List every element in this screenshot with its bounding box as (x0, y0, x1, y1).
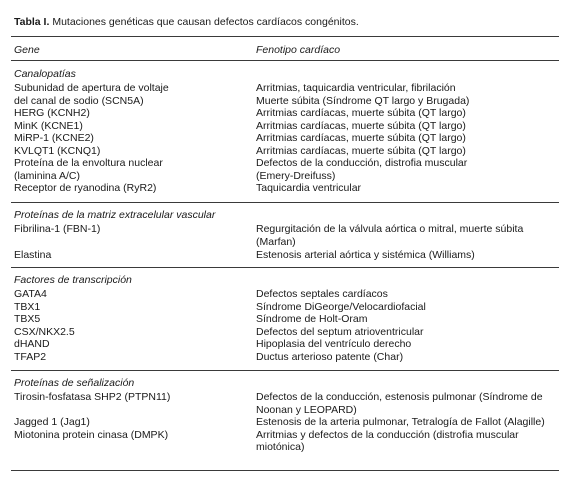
phenotype-cell (256, 351, 561, 364)
phenotype-line: Arritmias cardíacas, muerte súbita (QT largo) (256, 144, 466, 157)
gene-line: Subunidad de apertura de voltaje (14, 82, 169, 94)
phenotype-cell (256, 107, 561, 120)
phenotype-cell (256, 82, 561, 107)
gene-cell (14, 326, 252, 339)
gene-cell (14, 157, 252, 182)
phenotype-cell (256, 132, 561, 145)
phenotype-line: Taquicardia ventricular (256, 182, 362, 194)
phenotype-line: Arritmias, taquicardia ventricular, fibrilación (256, 82, 456, 94)
gene-line: (laminina A/C) (14, 169, 80, 182)
gene-cell (14, 182, 252, 195)
gene-line: Tirosin-fosfatasa SHP2 (PTPN11) (14, 391, 171, 403)
gene-cell (14, 338, 252, 351)
gene-cell (14, 313, 252, 326)
gene-line: MiRP-1 (KCNE2) (14, 132, 94, 144)
phenotype-line: Estenosis de la arteria pulmonar, Tetralogía de Fallot (Alagille) (256, 416, 545, 428)
gene-line: Fibrilina-1 (FBN-1) (14, 223, 101, 235)
phenotype-cell (256, 326, 561, 339)
header-rule (11, 60, 559, 61)
gene-cell (14, 301, 252, 314)
phenotype-line: Muerte súbita (Síndrome QT largo y Brugada) (256, 94, 470, 107)
phenotype-cell (256, 145, 561, 158)
phenotype-cell (256, 416, 561, 429)
gene-cell (14, 132, 252, 145)
phenotype-cell (256, 157, 561, 182)
phenotype-line: Arritmias cardíacas, muerte súbita (QT largo) (256, 132, 466, 144)
phenotype-line: (Marfan) (256, 235, 296, 248)
phenotype-line: Noonan y LEOPARD) (256, 403, 357, 416)
section-divider (11, 202, 559, 203)
phenotype-line: Ductus arterioso patente (Char) (256, 350, 404, 363)
gene-line: Jagged 1 (Jag1) (14, 416, 90, 428)
phenotype-line: Defectos de la conducción, distrofia muscular (256, 157, 468, 169)
phenotype-cell (256, 301, 561, 314)
phenotype-line: Arritmias cardíacas, muerte súbita (QT largo) (256, 119, 466, 132)
phenotype-cell (256, 288, 561, 301)
phenotype-cell (256, 182, 561, 195)
top-rule (11, 36, 559, 37)
gene-cell (14, 145, 252, 158)
phenotype-cell (256, 391, 561, 416)
phenotype-cell (256, 249, 561, 262)
gene-cell (14, 416, 252, 429)
gene-line: TBX5 (14, 313, 41, 325)
gene-line: Elastina (14, 249, 52, 261)
bottom-rule (11, 470, 559, 471)
gene-line: HERG (KCNH2) (14, 107, 90, 119)
gene-line: del canal de sodio (SCN5A) (14, 94, 144, 107)
phenotype-line: Defectos del septum atrioventricular (256, 325, 424, 338)
section-title: Factores de transcripción (14, 274, 132, 286)
gene-line: GATA4 (14, 288, 47, 300)
gene-cell (14, 82, 252, 107)
gene-line: Proteína de la envoltura nuclear (14, 157, 163, 169)
phenotype-line: Defectos septales cardíacos (256, 288, 388, 300)
phenotype-cell (256, 313, 561, 326)
phenotype-cell (256, 120, 561, 133)
section-title: Proteínas de señalización (14, 377, 135, 389)
phenotype-line: Arritmias cardíacas, muerte súbita (QT largo) (256, 107, 466, 119)
header-gene: Gene (14, 44, 40, 56)
gene-cell (14, 288, 252, 301)
gene-line: KVLQT1 (KCNQ1) (14, 144, 101, 157)
phenotype-line: Regurgitación de la válvula aórtica o mitral, muerte súbita (256, 223, 524, 235)
gene-line: TFAP2 (14, 350, 47, 363)
caption-label: Tabla I. (14, 16, 50, 28)
gene-line: Receptor de ryanodina (RyR2) (14, 182, 157, 194)
section-divider (11, 370, 559, 371)
gene-line: Miotonina protein cinasa (DMPK) (14, 428, 169, 441)
phenotype-cell (256, 223, 561, 248)
phenotype-line: Síndrome de Holt-Oram (256, 313, 368, 325)
phenotype-line: Defectos de la conducción, estenosis pulmonar (Síndrome de (256, 391, 543, 403)
phenotype-line: (Emery-Dreifuss) (256, 169, 336, 182)
gene-cell (14, 120, 252, 133)
caption-text: Mutaciones genéticas que causan defectos cardíacos congénitos. (49, 16, 359, 28)
phenotype-cell (256, 338, 561, 351)
phenotype-line: Estenosis arterial aórtica y sistémica (Williams) (256, 249, 475, 261)
gene-cell (14, 429, 252, 442)
table-caption (14, 16, 359, 28)
header-phenotype: Fenotipo cardíaco (256, 44, 341, 56)
gene-cell (14, 223, 252, 236)
phenotype-cell (256, 429, 561, 454)
phenotype-line: miotónica) (256, 441, 305, 453)
phenotype-line: Arritmias y defectos de la conducción (distrofia muscular (256, 428, 519, 441)
gene-cell (14, 391, 252, 404)
gene-line: MinK (KCNE1) (14, 119, 83, 132)
phenotype-line: Síndrome DiGeorge/Velocardiofacial (256, 300, 426, 313)
gene-line: dHAND (14, 338, 50, 350)
phenotype-line: Hipoplasia del ventrículo derecho (256, 338, 412, 350)
section-title: Canalopatías (14, 68, 76, 80)
section-title: Proteínas de la matriz extracelular vascular (14, 209, 216, 221)
gene-line: CSX/NKX2.5 (14, 325, 75, 338)
gene-cell (14, 249, 252, 262)
gene-line: TBX1 (14, 300, 41, 313)
gene-cell (14, 107, 252, 120)
gene-cell (14, 351, 252, 364)
section-divider (11, 267, 559, 268)
